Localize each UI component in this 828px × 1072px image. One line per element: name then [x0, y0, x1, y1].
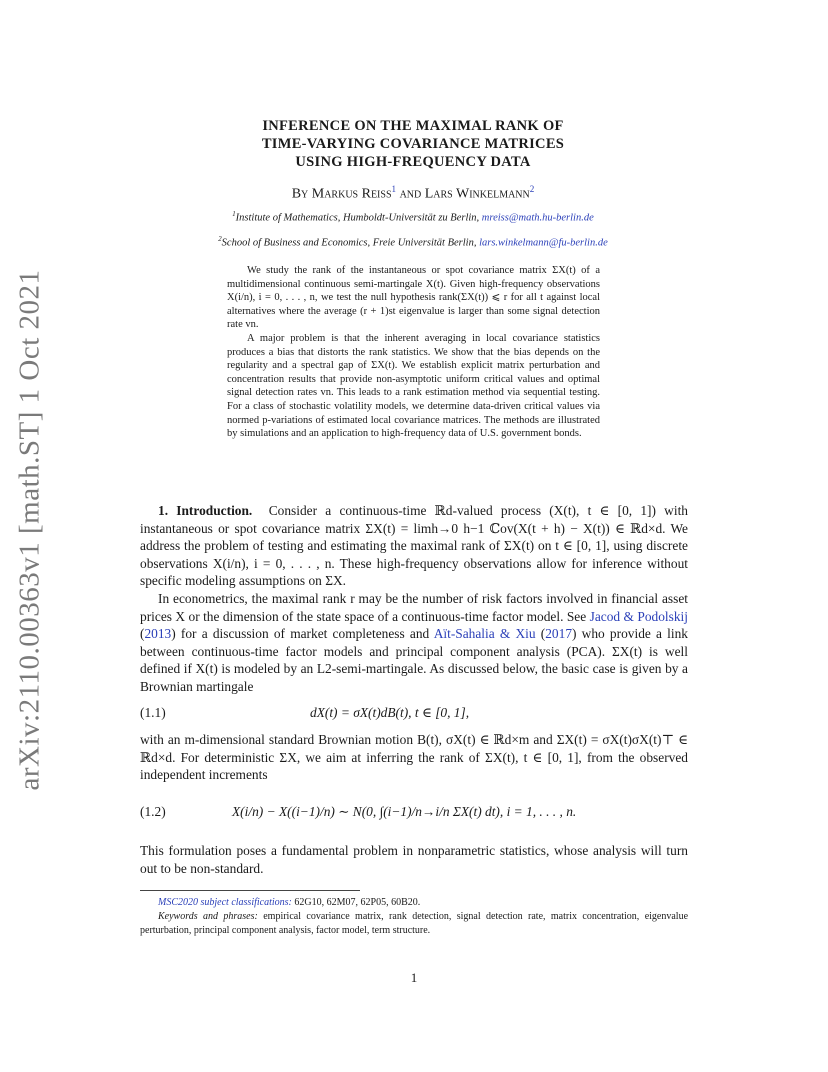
affiliation-marker[interactable]: 2: [529, 184, 535, 194]
paragraph-text: Consider a continuous-time ℝd-valued process (X(t), t ∈ [0, 1]) with instantaneous or spot covariance matrix ΣX(t) = limh→0 h−1 ℂov(X(t + h) − X(t)) ∈ ℝd×d. We address the problem of testing and estimating the maximal rank of ΣX(t) on t ∈ [0, 1], using discrete observations X(i/n), i = 0, . . . , n. These high-frequency observations allow for inference without specific modeling assumptions on ΣX.: [140, 503, 688, 589]
footnote-keywords: [140, 910, 688, 937]
title-line: USING HIGH-FREQUENCY DATA: [295, 154, 531, 170]
page-number: 1: [410, 970, 418, 985]
msc-codes: 62G10, 62M07, 62P05, 60B20.: [294, 897, 421, 908]
paragraph-text: for a discussion of market completeness and: [180, 626, 430, 642]
intro-paragraph-4: [140, 842, 688, 877]
citation-link[interactable]: Jacod & Podolskij: [589, 608, 688, 624]
paragraph-text: In econometrics, the maximal rank r may be the number of risk factors involved in financial asset prices X or the dimension of the state space of a continuous-time factor model. See: [140, 591, 688, 624]
abstract-paragraph: We study the rank of the instantaneous or spot covariance matrix ΣX(t) of a multidimensional continuous semi-martingale X(t). Given high-frequency observations X(i/n), i = 0, . . . , n, we test the null hypothesis rank(ΣX(t)) ⩽ r for all t against local alternatives where the average (r + 1)st eigenvalue is larger than some signal detection rate vn.: [227, 265, 600, 331]
footnote-msc: [140, 896, 688, 910]
title-line: INFERENCE ON THE MAXIMAL RANK OF: [262, 118, 564, 134]
affiliation-number: 1: [232, 211, 236, 218]
paragraph-text: This formulation poses a fundamental problem in nonparametric statistics, whose analysis will turn out to be non-standard.: [140, 843, 688, 876]
keywords-label: Keywords and phrases:: [158, 911, 258, 922]
author-name: Lars Winkelmann: [424, 186, 530, 202]
paper-title: [180, 117, 646, 171]
abstract-paragraph: A major problem is that the inherent averaging in local covariance statistics produces a bias that distorts the rank statistics. We show that the bias depends on the regularity and a spectral gap of ΣX(t). We establish explicit matrix perturbation and concentration results that provide non-asymptotic uniform critical values and optimal signal detection rates vn. This leads to a rank estimation method via sequential testing. For a class of stochastic volatility models, we determine data-driven critical values via normed p-variations of estimated local covariance matrices. The methods are illustrated by simulations and an application to high-frequency data of U.S. government bonds.: [227, 332, 600, 440]
title-line: TIME-VARYING COVARIANCE MATRICES: [261, 136, 565, 152]
affiliation-text: School of Business and Economics, Freie Universität Berlin,: [221, 237, 477, 249]
intro-paragraph-1: [140, 502, 688, 590]
equation-expression: X(i/n) − X((i−1)/n) ∼ N(0, ∫(i−1)/n→i/n ΣX(t) dt), i = 1, . . . , n.: [232, 804, 577, 819]
email-link[interactable]: mreiss@math.hu-berlin.de: [481, 212, 594, 224]
author-name: Markus Reiss: [311, 186, 392, 202]
abstract: [227, 264, 600, 441]
affiliation-text: Institute of Mathematics, Humboldt-Universität zu Berlin,: [235, 212, 480, 224]
author-byline: [180, 184, 646, 203]
affiliation: [120, 211, 706, 224]
intro-paragraph-2: In econometrics, the maximal rank r may be the number of risk factors involved in financial asset prices X or the dimension of the state space of a continuous-time factor model. See Jacod & Podolskij (2013) for a discussion of market completeness and Aït-Sahalia & Xiu (2017) who provide a link between continuous-time factor models and principal component analysis (PCA). ΣX(t) is well defined if X(t) is modeled by an L2-semi-martingale. As discussed below, the basic case is given by a Brownian martingale: [140, 591, 688, 694]
byline-and: and: [399, 186, 422, 202]
arxiv-identifier-stamp: [6, 269, 54, 791]
citation-link[interactable]: Aït-Sahalia & Xiu: [433, 626, 536, 642]
affiliation: [120, 236, 706, 249]
paragraph-text: who provide a link between continuous-time factor models and principal component analysis (PCA). ΣX(t) is well defined if X(t) is modeled by an L2-semi-martingale. As discussed below, the basic case is given by a Brownian martingale: [140, 626, 688, 694]
citation-year-link[interactable]: 2013: [144, 626, 172, 642]
affiliation-marker[interactable]: 1: [391, 184, 397, 194]
equation-number: (1.1): [140, 705, 166, 720]
msc-link[interactable]: MSC2020 subject classifications:: [158, 897, 292, 908]
equation-number: (1.2): [140, 804, 166, 819]
keywords-text: empirical covariance matrix, rank detection, signal detection rate, matrix concentration, eigenvalue perturbation, principal component analysis, factor model, term structure.: [140, 911, 689, 936]
intro-paragraph-3: [140, 731, 688, 784]
email-link[interactable]: lars.winkelmann@fu-berlin.de: [479, 237, 608, 249]
arxiv-stamp-text: arXiv:2110.00363v1 [math.ST] 1 Oct 2021: [13, 269, 46, 791]
byline-by: By: [291, 186, 309, 202]
section-heading: 1. Introduction.: [158, 503, 253, 518]
paragraph-text: with an m-dimensional standard Brownian motion B(t), σX(t) ∈ ℝd×m and ΣX(t) = σX(t)σX(t)⊤ ∈ ℝd×d. For deterministic ΣX, we aim at inferring the rank of ΣX(t), t ∈ [0, 1], from the observed independent increments: [140, 732, 688, 783]
affiliation-number: 2: [218, 236, 222, 243]
equation-expression: dX(t) = σX(t)dB(t), t ∈ [0, 1],: [310, 705, 470, 720]
footnote-divider: [140, 890, 360, 891]
citation-year-link[interactable]: 2017: [545, 626, 573, 642]
